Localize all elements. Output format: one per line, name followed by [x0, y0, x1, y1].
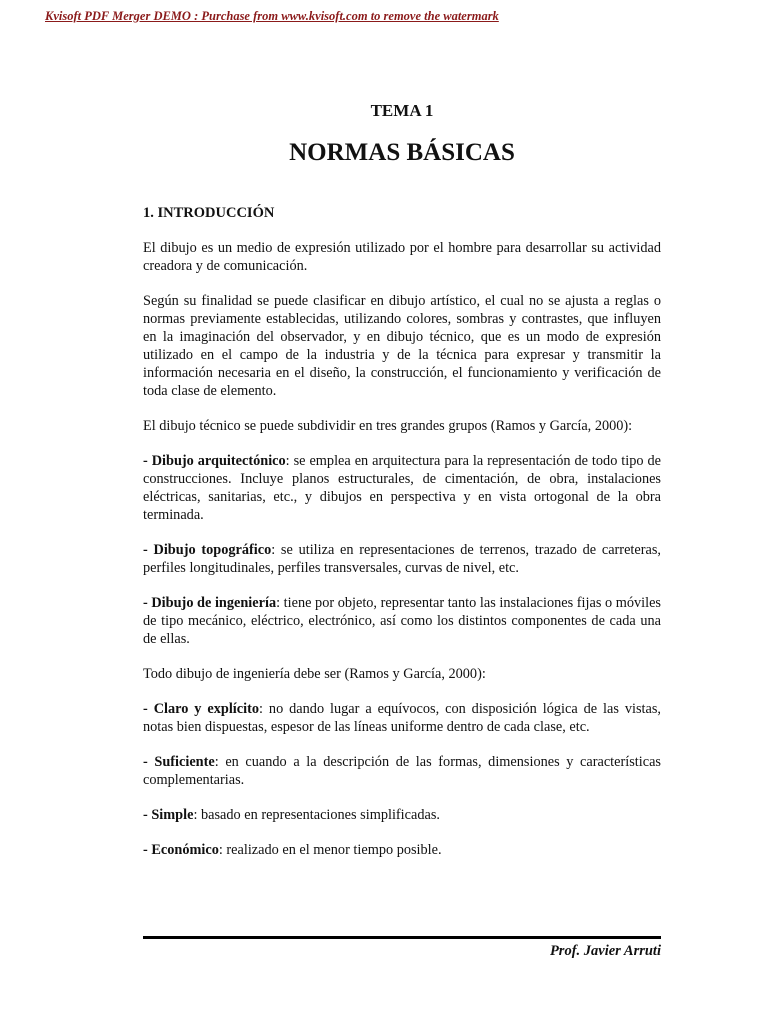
- document-body: [143, 204, 661, 876]
- paragraph-intro: El dibujo es un medio de expresión utilizado por el hombre para desarrollar su actividad creadora y de comunicación.: [143, 240, 661, 274]
- footer-divider: [143, 936, 661, 939]
- paragraph-classification: Según su finalidad se puede clasificar en dibujo artístico, el cual no se ajusta a reglas o normas previamente establecidas, utilizando colores, sombras y contrastes, que influyen en la imaginación del observador, y en dibujo técnico, que es un modo de expresión utilizado en el campo de la industria y de la técnica para expresar y transmitir la información necesaria en el diseño, la construcción, el funcionamiento y verificación de toda clase de elemento.: [143, 293, 661, 399]
- requirement-term: - Claro y explícito: [143, 701, 260, 717]
- group-term: - Dibujo arquitectónico: [143, 453, 286, 469]
- group-text: : tiene por objeto, representar tanto las instalaciones fijas o móviles de tipo mecánico, eléctrico, electrónico, así como los distintos componentes de cada una de ellas.: [143, 595, 662, 647]
- footer-author: Prof. Javier Arruti: [549, 943, 661, 959]
- group-term: - Dibujo topográfico: [143, 542, 272, 558]
- group-item-topografico: [143, 541, 661, 577]
- watermark-link[interactable]: Kvisoft PDF Merger DEMO : Purchase from www.kvisoft.com to remove the watermark: [45, 9, 499, 23]
- group-text: : se emplea en arquitectura para la representación de todo tipo de construcciones. Incluye planos estructurales, de cimentación, de obra, instalaciones eléctricas, sanitarias, etc., y dibujos en perspectiva y en vista ortogonal de la obra terminada.: [143, 453, 661, 523]
- requirement-text: : basado en representaciones simplificadas.: [193, 807, 440, 823]
- requirement-term: - Suficiente: [143, 754, 215, 770]
- requirement-term: - Simple: [143, 807, 194, 823]
- requirement-term: - Económico: [143, 842, 219, 858]
- requirement-text: : no dando lugar a equívocos, con disposición lógica de las vistas, notas bien dispuestas, espesor de las líneas uniforme dentro de cada clase, etc.: [143, 701, 661, 735]
- paragraph-groups-intro: El dibujo técnico se puede subdividir en tres grandes grupos (Ramos y García, 2000):: [143, 418, 633, 434]
- requirement-text: : en cuando a la descripción de las formas, dimensiones y características complementarias.: [143, 754, 661, 788]
- requirement-item-simple: [143, 806, 661, 824]
- paragraph-requirements-intro: Todo dibujo de ingeniería debe ser (Ramos y García, 2000):: [143, 666, 486, 682]
- chapter-label: TEMA 1: [370, 101, 434, 120]
- group-text: : se utiliza en representaciones de terrenos, trazado de carreteras, perfiles longitudinales, perfiles transversales, curvas de nivel, etc.: [143, 542, 661, 576]
- section-heading: 1. INTRODUCCIÓN: [143, 205, 275, 221]
- group-item-arquitectonico: [143, 452, 661, 524]
- requirement-item-economico: [143, 841, 661, 859]
- requirement-item-claro: [143, 700, 661, 736]
- page-title: NORMAS BÁSICAS: [289, 139, 515, 166]
- requirement-text: : realizado en el menor tiempo posible.: [218, 842, 442, 858]
- group-item-ingenieria: [143, 594, 661, 648]
- group-term: - Dibujo de ingeniería: [143, 595, 277, 611]
- requirement-item-suficiente: [143, 753, 661, 789]
